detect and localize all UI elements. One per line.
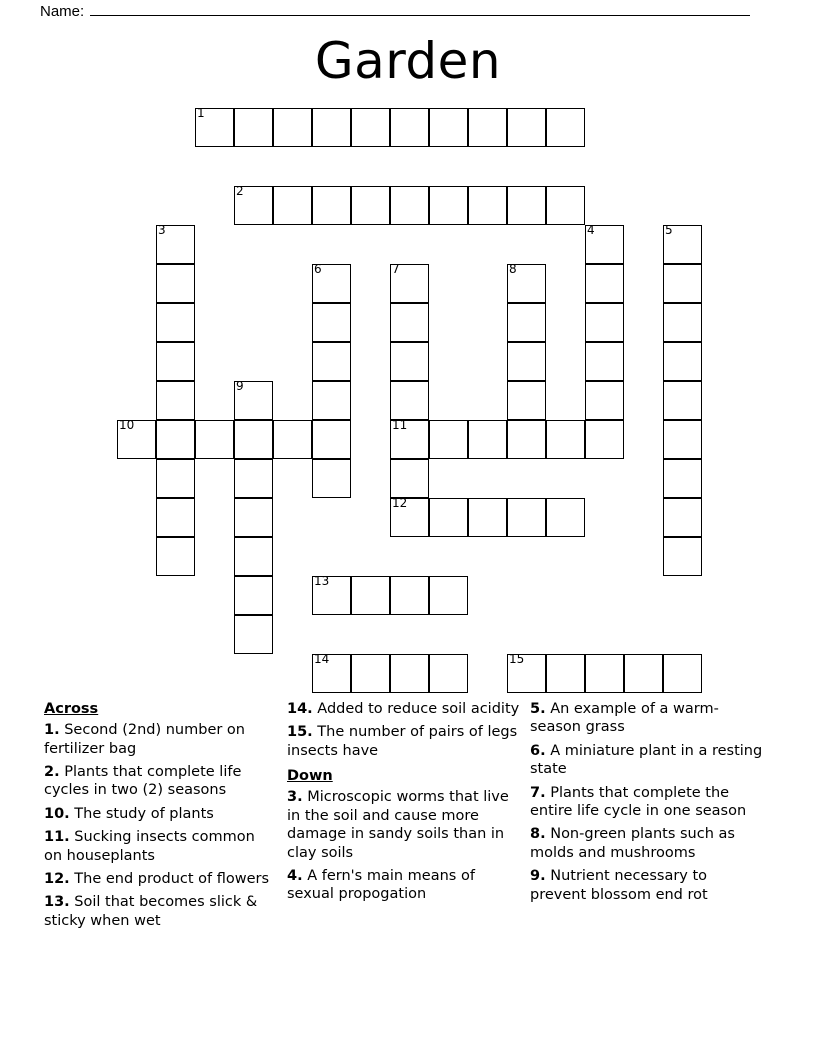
grid-cell[interactable] [390, 459, 429, 498]
grid-cell[interactable] [156, 225, 195, 264]
grid-cell[interactable] [390, 303, 429, 342]
clue-text: Sucking insects common on houseplants [44, 829, 255, 864]
clue-text: A miniature plant in a resting state [530, 742, 763, 778]
grid-cell[interactable] [273, 420, 312, 459]
name-label: Name: [40, 3, 85, 20]
clue-number: 13. [44, 894, 70, 911]
grid-cell[interactable] [351, 108, 390, 147]
grid-cell-number: 6 [314, 262, 322, 276]
grid-cell[interactable] [663, 342, 702, 381]
grid-cell[interactable] [156, 459, 195, 498]
clue-text: Second (2nd) number on fertilizer bag [44, 722, 245, 757]
grid-cell[interactable] [234, 381, 273, 420]
down-heading: Down [287, 768, 333, 785]
grid-cell[interactable] [585, 342, 624, 381]
clue-number: 6. [530, 742, 546, 759]
grid-cell[interactable] [468, 186, 507, 225]
clues-column-3 [530, 700, 774, 909]
grid-cell-number: 3 [158, 223, 166, 237]
grid-cell[interactable] [390, 108, 429, 147]
grid-cell[interactable] [585, 420, 624, 459]
grid-cell[interactable] [312, 459, 351, 498]
grid-cell-number: 1 [197, 106, 205, 120]
grid-cell[interactable] [312, 186, 351, 225]
clue-number: 11. [44, 829, 70, 846]
grid-cell[interactable] [429, 186, 468, 225]
grid-cell[interactable] [156, 303, 195, 342]
grid-cell[interactable] [156, 537, 195, 576]
grid-cell[interactable] [234, 576, 273, 615]
grid-cell[interactable] [156, 342, 195, 381]
clue-down-8 [530, 825, 764, 862]
clue-down-4 [287, 867, 520, 904]
clue-across-10 [44, 805, 277, 823]
clue-number: 2. [44, 763, 60, 780]
grid-cell[interactable] [429, 654, 468, 693]
clue-text: The end product of flowers [74, 870, 270, 887]
grid-cell[interactable] [390, 264, 429, 303]
grid-cell[interactable] [585, 381, 624, 420]
grid-cell-number: 2 [236, 184, 244, 198]
grid-cell-number: 7 [392, 262, 400, 276]
grid-cell[interactable] [507, 654, 546, 693]
grid-cell[interactable] [390, 420, 429, 459]
grid-cell[interactable] [546, 186, 585, 225]
grid-cell-number: 12 [392, 496, 408, 510]
grid-cell[interactable] [507, 264, 546, 303]
grid-cell[interactable] [585, 654, 624, 693]
clue-text: Soil that becomes slick & sticky when wet [44, 894, 258, 929]
grid-cell[interactable] [429, 576, 468, 615]
clue-text: The study of plants [74, 805, 214, 822]
grid-cell[interactable] [546, 498, 585, 537]
grid-cell[interactable] [507, 186, 546, 225]
grid-cell[interactable] [156, 264, 195, 303]
clue-number: 10. [44, 805, 70, 822]
grid-cell[interactable] [663, 420, 702, 459]
grid-cell[interactable] [585, 264, 624, 303]
grid-cell[interactable] [156, 381, 195, 420]
grid-cell[interactable] [468, 108, 507, 147]
grid-cell[interactable] [663, 225, 702, 264]
grid-cell[interactable] [429, 108, 468, 147]
clue-number: 15. [287, 724, 313, 741]
clue-text: The number of pairs of legs insects have [287, 724, 518, 759]
grid-cell-number: 15 [509, 652, 525, 666]
grid-cell[interactable] [351, 186, 390, 225]
clue-number: 5. [530, 701, 546, 717]
grid-cell[interactable] [390, 342, 429, 381]
across-heading: Across [44, 701, 99, 717]
clue-across-15 [287, 723, 520, 760]
grid-cell[interactable] [585, 303, 624, 342]
clue-number: 3. [287, 789, 303, 806]
grid-cell-number: 9 [236, 379, 244, 393]
clues-region [44, 700, 774, 935]
grid-cell[interactable] [234, 537, 273, 576]
clue-text: Plants that complete life cycles in two (2) seasons [44, 763, 242, 799]
grid-cell[interactable] [390, 654, 429, 693]
clue-across-13 [44, 893, 277, 930]
clue-text: Non-green plants such as molds and mushrooms [530, 826, 735, 861]
grid-cell[interactable] [663, 303, 702, 342]
grid-cell[interactable] [351, 654, 390, 693]
page-title: Garden [314, 32, 502, 90]
grid-cell[interactable] [429, 498, 468, 537]
grid-cell[interactable] [507, 303, 546, 342]
grid-cell[interactable] [507, 498, 546, 537]
grid-cell[interactable] [234, 615, 273, 654]
grid-cell-number: 14 [314, 652, 330, 666]
clue-number: 9. [530, 868, 546, 885]
grid-cell[interactable] [312, 342, 351, 381]
clue-text: A fern's main means of sexual propogation [287, 867, 475, 903]
grid-cell-number: 5 [665, 223, 673, 237]
clue-text: Nutrient necessary to prevent blossom end rot [530, 868, 708, 903]
grid-cell[interactable] [507, 342, 546, 381]
clue-across-2 [44, 763, 277, 800]
grid-cell[interactable] [351, 576, 390, 615]
clue-across-14 [287, 700, 520, 718]
clues-column-1 [44, 700, 287, 935]
grid-cell[interactable] [312, 303, 351, 342]
clue-down-5 [530, 700, 764, 737]
clue-down-7 [530, 784, 764, 821]
grid-cell-number: 11 [392, 418, 408, 432]
grid-cell[interactable] [507, 420, 546, 459]
clue-number: 4. [287, 867, 303, 884]
grid-cell[interactable] [663, 381, 702, 420]
grid-cell-number: 10 [119, 418, 135, 432]
grid-cell[interactable] [546, 654, 585, 693]
grid-cell[interactable] [312, 264, 351, 303]
grid-cell[interactable] [312, 108, 351, 147]
grid-cell[interactable] [663, 459, 702, 498]
clue-text: Microscopic worms that live in the soil and cause more damage in sandy soils than in clay soils [287, 789, 509, 861]
grid-cell[interactable] [663, 264, 702, 303]
grid-cell[interactable] [585, 225, 624, 264]
grid-cell[interactable] [624, 654, 663, 693]
clue-down-6 [530, 742, 764, 779]
grid-cell[interactable] [390, 498, 429, 537]
grid-cell[interactable] [663, 537, 702, 576]
grid-cell[interactable] [117, 420, 156, 459]
grid-cell[interactable] [312, 654, 351, 693]
clues-column-2 [287, 700, 530, 909]
clue-text: An example of a warm-season grass [530, 701, 719, 736]
grid-cell-number: 4 [587, 223, 595, 237]
grid-cell[interactable] [156, 498, 195, 537]
grid-cell[interactable] [312, 576, 351, 615]
clue-number: 14. [287, 701, 313, 717]
grid-cell[interactable] [390, 186, 429, 225]
grid-cell[interactable] [429, 420, 468, 459]
grid-cell[interactable] [507, 108, 546, 147]
grid-cell[interactable] [273, 186, 312, 225]
grid-cell[interactable] [156, 420, 195, 459]
clue-across-12 [44, 870, 277, 888]
grid-cell[interactable] [234, 186, 273, 225]
grid-cell[interactable] [312, 381, 351, 420]
clue-down-3 [287, 788, 520, 862]
grid-cell[interactable] [468, 498, 507, 537]
clue-number: 12. [44, 870, 70, 887]
grid-cell[interactable] [273, 108, 312, 147]
grid-cell-number: 8 [509, 262, 517, 276]
grid-cell[interactable] [312, 420, 351, 459]
grid-cell[interactable] [195, 420, 234, 459]
grid-cell[interactable] [546, 420, 585, 459]
clue-across-11 [44, 828, 277, 865]
clue-number: 1. [44, 722, 60, 739]
clue-number: 8. [530, 826, 546, 843]
grid-cell[interactable] [234, 459, 273, 498]
grid-cell[interactable] [234, 498, 273, 537]
grid-cell[interactable] [663, 654, 702, 693]
grid-cell[interactable] [468, 420, 507, 459]
grid-cell-number: 13 [314, 574, 330, 588]
clue-text: Added to reduce soil acidity [317, 701, 520, 717]
grid-cell[interactable] [546, 108, 585, 147]
grid-cell[interactable] [390, 576, 429, 615]
clue-across-1 [44, 721, 277, 758]
grid-cell[interactable] [390, 381, 429, 420]
grid-cell[interactable] [663, 498, 702, 537]
clue-text: Plants that complete the entire life cycle in one season [530, 784, 747, 820]
clue-down-9 [530, 867, 764, 904]
clue-number: 7. [530, 784, 546, 801]
grid-cell[interactable] [234, 108, 273, 147]
grid-cell[interactable] [507, 381, 546, 420]
grid-cell[interactable] [234, 420, 273, 459]
grid-cell[interactable] [195, 108, 234, 147]
